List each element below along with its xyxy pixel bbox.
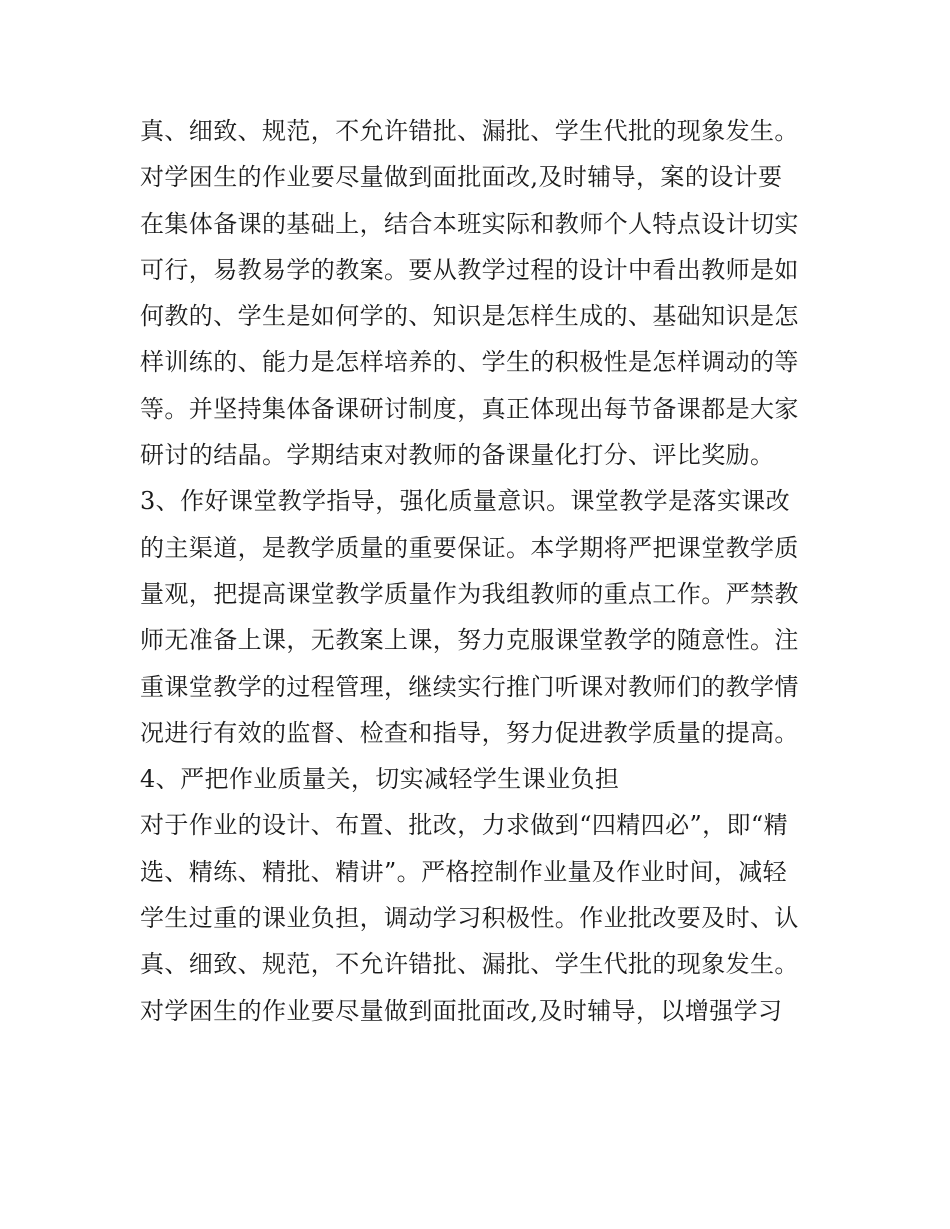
text-line: 量观，把提高课堂教学质量作为我组教师的重点工作。严禁教 bbox=[140, 579, 799, 608]
text-line: 况进行有效的监督、检查和指导，努力促进教学质量的提高。 bbox=[140, 718, 799, 747]
text-line: 师无准备上课，无教案上课，努力克服课堂教学的随意性。注 bbox=[140, 626, 799, 655]
text-line: 对于作业的设计、布置、批改，力求做到“四精四必”，即“精 bbox=[140, 811, 789, 840]
text-line: 重课堂教学的过程管理，继续实行推门听课对教师们的教学情 bbox=[140, 672, 799, 701]
document-body bbox=[140, 108, 830, 1034]
section-heading-3: 3、作好课堂教学指导，强化质量意识。课堂教学是落实课改 bbox=[140, 487, 791, 516]
text-line: 样训练的、能力是怎样培养的、学生的积极性是怎样调动的等 bbox=[140, 348, 799, 377]
text-line: 真、细致、规范，不允许错批、漏批、学生代批的现象发生。 bbox=[140, 117, 799, 145]
text-line: 学生过重的课业负担，调动学习积极性。作业批改要及时、认 bbox=[140, 904, 799, 933]
text-line: 可行，易教易学的教案。要从教学过程的设计中看出教师是如 bbox=[140, 255, 799, 284]
text-line: 对学困生的作业要尽量做到面批面改,及时辅导，以增强学习 bbox=[140, 996, 783, 1025]
text-line: 等。并坚持集体备课研讨制度，真正体现出每节备课都是大家 bbox=[140, 394, 799, 423]
text-line: 在集体备课的基础上，结合本班实际和教师个人特点设计切实 bbox=[140, 209, 799, 238]
text-line: 对学困生的作业要尽量做到面批面改,及时辅导，案的设计要 bbox=[140, 163, 783, 192]
text-line: 选、精练、精批、精讲”。严格控制作业量及作业时间，减轻 bbox=[140, 857, 788, 886]
text-line: 的主渠道，是教学质量的重要保证。本学期将严把课堂教学质 bbox=[140, 533, 799, 562]
text-line: 研讨的结晶。学期结束对教师的备课量化打分、评比奖励。 bbox=[140, 441, 775, 470]
section-heading-4: 4、严把作业质量关，切实减轻学生课业负担 bbox=[140, 765, 620, 794]
text-line: 真、细致、规范，不允许错批、漏批、学生代批的现象发生。 bbox=[140, 950, 799, 979]
text-line: 何教的、学生是如何学的、知识是怎样生成的、基础知识是怎 bbox=[140, 302, 799, 331]
